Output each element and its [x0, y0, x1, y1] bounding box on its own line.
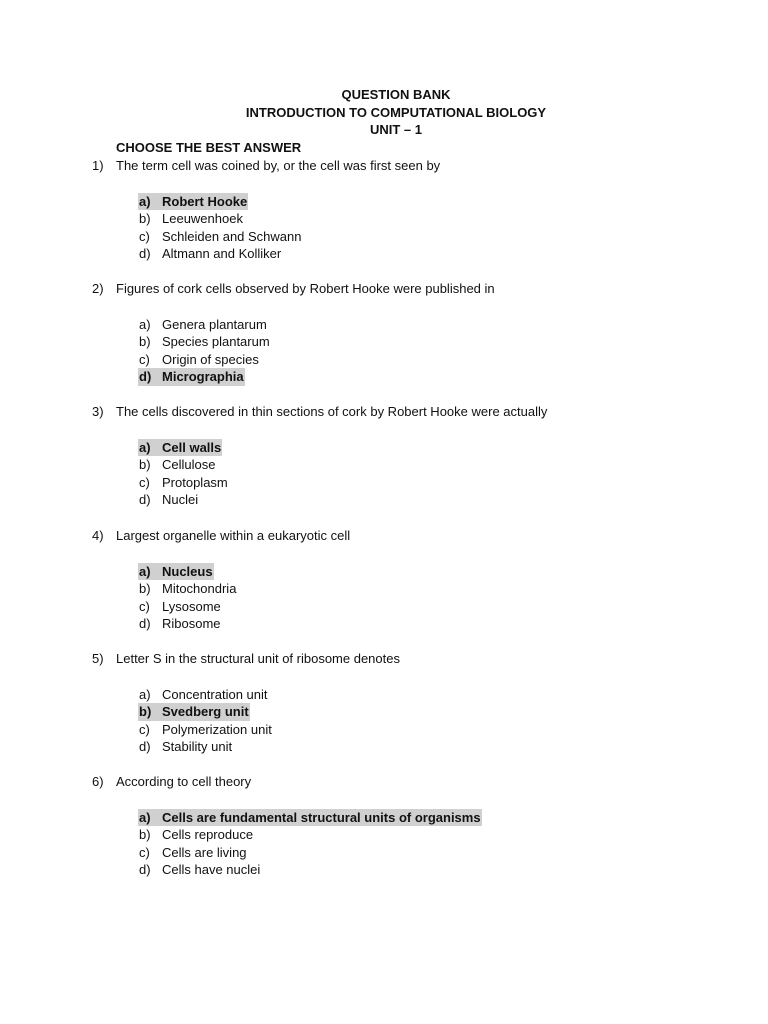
- option-text: Cells are living: [162, 844, 247, 860]
- option-letter: b): [139, 334, 151, 350]
- option-text: Cells are fundamental structural units of organisms: [162, 809, 481, 825]
- option-letter: a): [139, 809, 151, 825]
- question-4: [0, 527, 768, 633]
- option-a-highlighted: [0, 193, 768, 211]
- question-number: 6): [92, 774, 104, 789]
- header-course: INTRODUCTION TO COMPUTATIONAL BIOLOGY: [245, 104, 547, 120]
- option-letter: d): [139, 862, 151, 878]
- question-text: Letter S in the structural unit of ribosome denotes: [116, 651, 400, 666]
- option-a-highlighted: [0, 439, 768, 457]
- option-c: [0, 351, 768, 369]
- option-letter: b): [139, 704, 152, 720]
- option-letter: d): [139, 739, 151, 755]
- question-text: The cells discovered in thin sections of cork by Robert Hooke were actually: [116, 404, 548, 419]
- option-text: Stability unit: [162, 739, 233, 755]
- option-a: [0, 316, 768, 334]
- option-d: [0, 245, 768, 263]
- option-letter: c): [139, 228, 150, 244]
- option-text: Cells reproduce: [162, 827, 254, 843]
- option-c: [0, 721, 768, 739]
- option-list: [0, 809, 768, 879]
- question-number: 5): [92, 651, 104, 666]
- option-letter: c): [139, 844, 150, 860]
- option-b: [0, 210, 768, 228]
- option-letter: d): [139, 369, 152, 385]
- option-list: [0, 316, 768, 386]
- question-6: [0, 773, 768, 879]
- option-text: Cells have nuclei: [162, 862, 261, 878]
- option-text: Leeuwenhoek: [162, 211, 243, 227]
- question-text: Figures of cork cells observed by Robert Hooke were published in: [116, 281, 495, 296]
- question-text: According to cell theory: [116, 774, 252, 789]
- option-list: [0, 193, 768, 263]
- option-letter: a): [139, 563, 151, 579]
- question-number: 1): [92, 158, 104, 173]
- option-text: Protoplasm: [162, 474, 228, 490]
- option-b-highlighted: [0, 703, 768, 721]
- option-b: [0, 333, 768, 351]
- option-text: Cellulose: [162, 457, 216, 473]
- option-text: Svedberg unit: [162, 704, 249, 720]
- option-letter: b): [139, 827, 151, 843]
- option-c: [0, 598, 768, 616]
- option-letter: a): [139, 686, 151, 702]
- option-text: Nuclei: [162, 492, 199, 508]
- option-letter: c): [139, 598, 150, 614]
- option-d: [0, 491, 768, 509]
- option-letter: b): [139, 581, 151, 597]
- option-a: [0, 686, 768, 704]
- option-text: Concentration unit: [162, 686, 268, 702]
- header-title: QUESTION BANK: [341, 87, 451, 102]
- option-list: [0, 439, 768, 509]
- option-d: [0, 861, 768, 879]
- question-1: [0, 157, 768, 263]
- option-b: [0, 826, 768, 844]
- option-list: [0, 686, 768, 756]
- option-text: Genera plantarum: [162, 316, 267, 332]
- option-c: [0, 474, 768, 492]
- option-text: Mitochondria: [162, 581, 237, 597]
- option-d: [0, 738, 768, 756]
- option-letter: b): [139, 457, 151, 473]
- option-text: Nucleus: [162, 563, 213, 579]
- option-letter: a): [139, 316, 151, 332]
- option-text: Origin of species: [162, 351, 259, 367]
- option-a-highlighted: [0, 809, 768, 827]
- header-unit: UNIT – 1: [369, 122, 422, 137]
- option-b: [0, 456, 768, 474]
- question-5: [0, 650, 768, 756]
- question-number: 2): [92, 281, 104, 296]
- option-c: [0, 228, 768, 246]
- option-letter: a): [139, 439, 151, 455]
- option-letter: d): [139, 616, 151, 632]
- option-letter: a): [139, 193, 151, 209]
- option-letter: c): [139, 351, 150, 367]
- option-letter: d): [139, 246, 151, 262]
- option-letter: c): [139, 474, 150, 490]
- option-text: Cell walls: [162, 439, 222, 455]
- option-text: Polymerization unit: [162, 721, 272, 737]
- option-text: Altmann and Kolliker: [162, 246, 282, 262]
- option-text: Schleiden and Schwann: [162, 228, 302, 244]
- question-number: 3): [92, 404, 104, 419]
- question-number: 4): [92, 528, 104, 543]
- option-a-highlighted: [0, 563, 768, 581]
- option-text: Robert Hooke: [162, 193, 248, 209]
- option-letter: b): [139, 211, 151, 227]
- option-text: Species plantarum: [162, 334, 270, 350]
- question-3: [0, 403, 768, 509]
- option-letter: d): [139, 492, 151, 508]
- option-d: [0, 615, 768, 633]
- option-letter: c): [139, 721, 150, 737]
- option-d-highlighted: [0, 368, 768, 386]
- question-text: The term cell was coined by, or the cell was first seen by: [116, 158, 441, 173]
- document-header: [0, 86, 768, 139]
- question-2: [0, 280, 768, 386]
- option-text: Ribosome: [162, 616, 221, 632]
- section-label: CHOOSE THE BEST ANSWER: [116, 140, 302, 155]
- question-text: Largest organelle within a eukaryotic cell: [116, 528, 351, 543]
- option-c: [0, 844, 768, 862]
- option-list: [0, 563, 768, 633]
- option-b: [0, 580, 768, 598]
- option-text: Micrographia: [162, 369, 244, 385]
- option-text: Lysosome: [162, 598, 221, 614]
